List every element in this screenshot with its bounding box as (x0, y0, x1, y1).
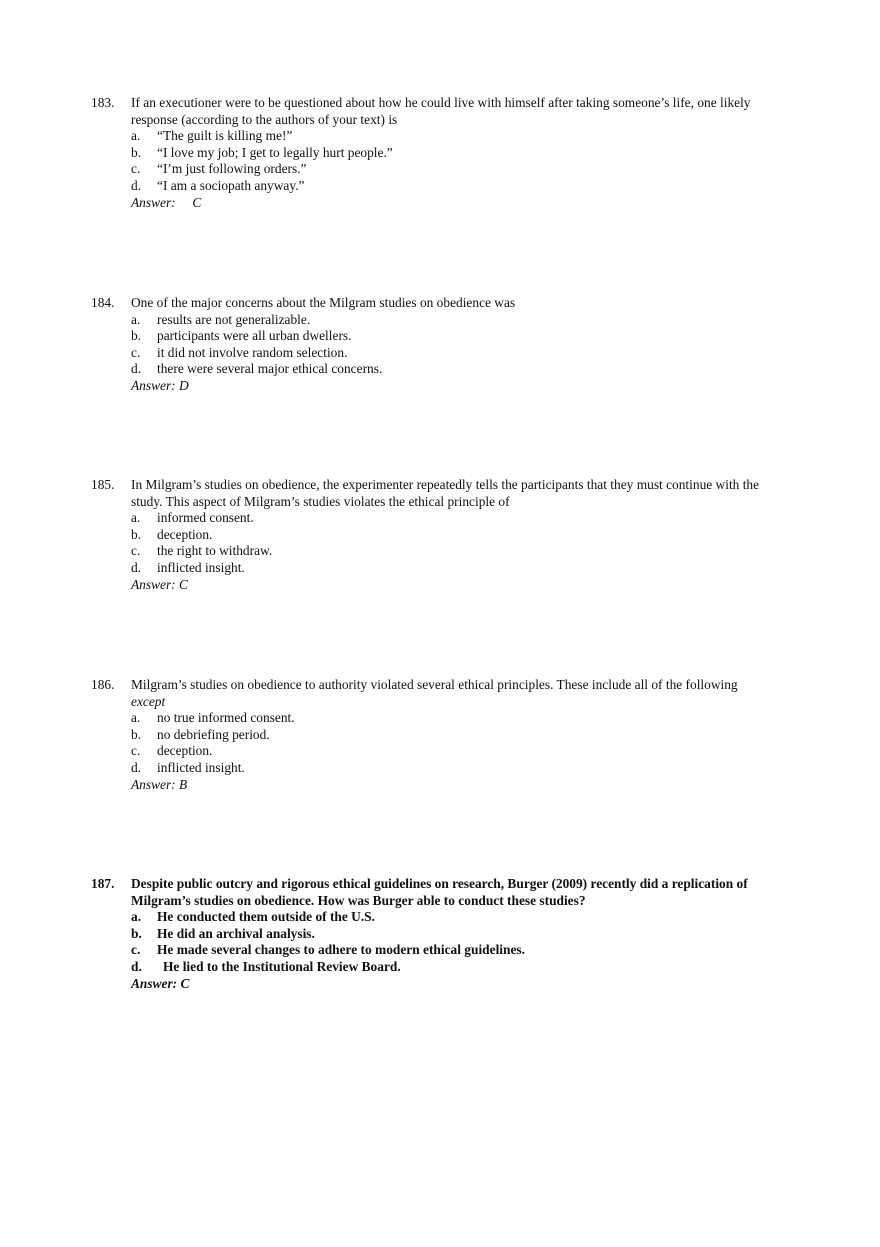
question-number: 183. (91, 95, 115, 110)
option-a (91, 909, 791, 926)
answer-line (91, 195, 791, 212)
option-text: “The guilt is killing me!” (157, 128, 293, 144)
option-b (91, 727, 791, 744)
answer-value: B (179, 776, 188, 792)
question-text: One of the major concerns about the Milgram studies on obedience was (131, 295, 516, 310)
question-187 (91, 876, 791, 992)
option-letter: b. (131, 726, 142, 742)
question-stem (91, 876, 791, 909)
option-c (91, 942, 791, 959)
option-text: He conducted them outside of the U.S. (157, 909, 375, 925)
question-stem (91, 295, 791, 312)
option-text: participants were all urban dwellers. (157, 328, 352, 344)
question-184 (91, 295, 791, 395)
question-text: If an executioner were to be questioned about how he could live with himself after taking someone’s life, one likely response (according to the authors of your text) is (131, 95, 751, 127)
option-letter: c. (131, 161, 141, 177)
answer-label: Answer: (131, 377, 176, 393)
option-letter: b. (131, 144, 142, 160)
question-number: 187. (91, 876, 115, 891)
option-c (91, 543, 791, 560)
answer-line (91, 976, 791, 993)
option-b (91, 527, 791, 544)
option-letter: a. (131, 710, 141, 726)
option-text: it did not involve random selection. (157, 344, 348, 360)
option-text: informed consent. (157, 510, 254, 526)
option-text: deception. (157, 526, 213, 542)
answer-value: C (179, 576, 188, 592)
option-b (91, 926, 791, 943)
question-number: 185. (91, 477, 115, 492)
option-a (91, 510, 791, 527)
option-d (91, 760, 791, 777)
question-number: 186. (91, 677, 115, 692)
option-text: He made several changes to adhere to modern ethical guidelines. (157, 942, 525, 958)
option-letter: c. (131, 743, 141, 759)
question-text: Despite public outcry and rigorous ethical guidelines on research, Burger (2009) recently did a replication of Milgram’s studies on obedience. How was Burger able to conduct these studies? (131, 876, 748, 908)
answer-line (91, 577, 791, 594)
option-text: there were several major ethical concerns. (157, 361, 383, 377)
question-text: In Milgram’s studies on obedience, the experimenter repeatedly tells the participants that they must continue with the study. This aspect of Milgram’s studies violates the ethical principle of (131, 477, 760, 509)
question-stem (91, 95, 791, 128)
options-list (91, 128, 791, 194)
option-letter: d. (131, 559, 142, 575)
option-text: inflicted insight. (157, 559, 245, 575)
option-letter: a. (131, 510, 141, 526)
option-letter: c. (131, 344, 141, 360)
options-list (91, 510, 791, 576)
question-text: Milgram’s studies on obedience to authority violated several ethical principles. These include all of the following (131, 677, 738, 692)
option-d (91, 178, 791, 195)
answer-label: Answer: (131, 975, 178, 991)
answer-value: C (180, 975, 190, 991)
question-stem (91, 677, 791, 710)
answer-label: Answer: (131, 776, 176, 792)
option-c (91, 161, 791, 178)
option-a (91, 312, 791, 329)
option-letter: d. (131, 958, 142, 974)
option-c (91, 345, 791, 362)
option-letter: a. (131, 128, 141, 144)
question-183 (91, 95, 791, 211)
option-c (91, 743, 791, 760)
option-letter: c. (131, 942, 141, 958)
question-185 (91, 477, 791, 593)
answer-line (91, 777, 791, 794)
option-letter: b. (131, 526, 142, 542)
option-letter: d. (131, 759, 142, 775)
option-d (91, 959, 791, 976)
option-letter: c. (131, 543, 141, 559)
option-text: the right to withdraw. (157, 543, 273, 559)
option-b (91, 145, 791, 162)
question-emphasis: except (131, 693, 166, 709)
options-list (91, 710, 791, 776)
option-a (91, 710, 791, 727)
option-d (91, 361, 791, 378)
option-text: “I am a sociopath anyway.” (157, 177, 305, 193)
option-text: “I’m just following orders.” (157, 161, 307, 177)
option-letter: d. (131, 177, 142, 193)
option-letter: d. (131, 361, 142, 377)
answer-line (91, 378, 791, 395)
options-list (91, 909, 791, 975)
option-text: no true informed consent. (157, 710, 295, 726)
option-text: He lied to the Institutional Review Board. (163, 958, 401, 974)
answer-label: Answer: (131, 576, 176, 592)
option-text: results are not generalizable. (157, 311, 311, 327)
option-text: “I love my job; I get to legally hurt people.” (157, 144, 393, 160)
option-text: no debriefing period. (157, 726, 270, 742)
options-list (91, 312, 791, 378)
option-letter: a. (131, 909, 142, 925)
answer-value: D (179, 377, 189, 393)
option-letter: b. (131, 925, 142, 941)
question-stem (91, 477, 791, 510)
option-d (91, 560, 791, 577)
option-a (91, 128, 791, 145)
option-text: He did an archival analysis. (157, 925, 315, 941)
option-letter: a. (131, 311, 141, 327)
answer-label: Answer: (131, 194, 176, 210)
option-letter: b. (131, 328, 142, 344)
question-186 (91, 677, 791, 793)
option-text: deception. (157, 743, 213, 759)
option-text: inflicted insight. (157, 759, 245, 775)
question-number: 184. (91, 295, 115, 310)
option-b (91, 328, 791, 345)
answer-value: C (192, 194, 202, 210)
